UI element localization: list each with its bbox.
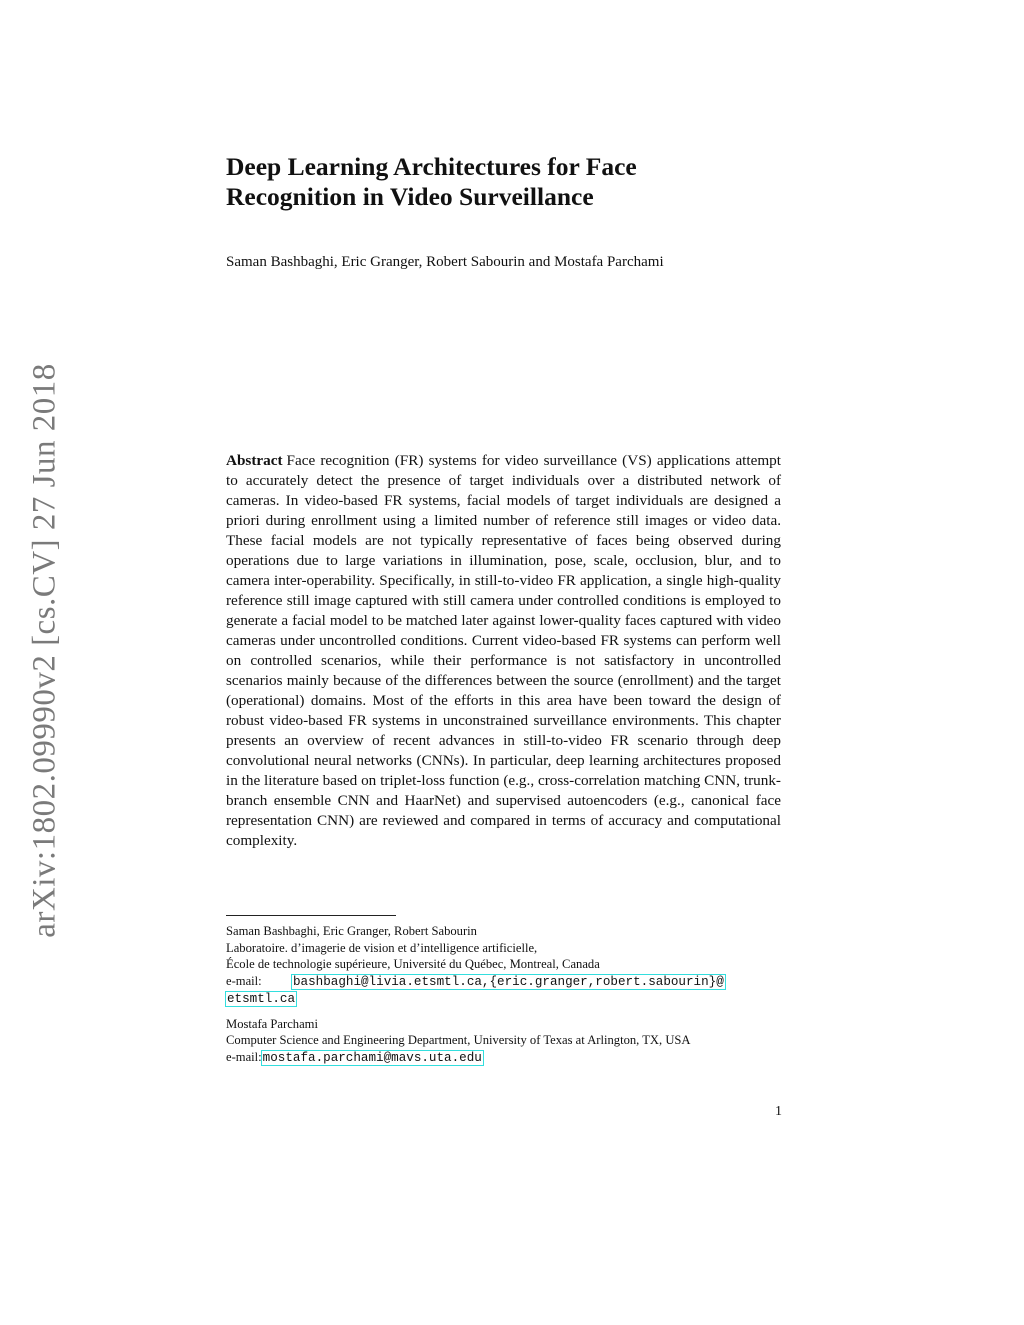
footnote-gap [226,1008,786,1016]
email-link-1-continued[interactable]: etsmtl.ca [227,992,296,1006]
footnote-email-row-2 [226,1049,786,1067]
arxiv-stamp [20,358,70,942]
abstract-text: Face recognition (FR) systems for video surveillance (VS) applications attempt to accurately detect the presence of target individuals over a distributed network of cameras. In video-based FR systems, facial models of target individuals are designed a priori during enrollment using a limited number of reference still images or video data. These facial models are not typically representative of faces being observed during operations due to large variations in illumination, pose, scale, occlusion, blur, and to camera inter-operability. Specifically, in still-to-video FR application, a single high-quality reference still image captured with still camera under controlled conditions is employed to generate a facial model to be matched later against lower-quality faces captured with video cameras under uncontrolled conditions. Current video-based FR systems can perform well on controlled scenarios, while their performance is not satisfactory in uncontrolled scenarios mainly because of the differences between the source (enrollment) and the target (operational) domains. Most of the efforts in this area have been toward the design of robust video-based FR systems in unconstrained surveillance environments. This chapter presents an overview of recent advances in still-to-video FR scenario through deep convolutional neural networks (CNNs). In particular, deep learning architectures proposed in the literature based on triplet-loss function (e.g., cross-correlation matching CNN, trunk-branch ensemble CNN and HaarNet) and supervised autoencoders (e.g., canonical face representation CNN) are reviewed and compared in terms of accuracy and computational complexity. [226,452,781,849]
email-link-1[interactable]: bashbaghi@livia.etsmtl.ca,{eric.granger,robert.sabourin}@ [293,974,724,989]
footnote-affiliation-1a: Laboratoire. d’imagerie de vision et d’intelligence artificielle, [226,940,538,955]
email-label-1: e-mail: [226,973,262,988]
abstract [226,451,781,851]
footnote-name-2: Mostafa Parchami [226,1016,318,1031]
title-line-2: Recognition in Video Surveillance [226,182,594,211]
author-list: Saman Bashbaghi, Eric Granger, Robert Sabourin and Mostafa Parchami [226,254,664,270]
paper-title [226,152,786,212]
footnote-affiliation-2: Computer Science and Engineering Department, University of Texas at Arlington, TX, USA [226,1033,691,1047]
title-line-1: Deep Learning Architectures for Face [226,152,637,181]
page-number: 1 [775,1104,782,1119]
abstract-label: Abstract [226,452,283,469]
footnote-rule [226,915,396,916]
footnotes [226,923,786,1066]
footnote-names-1: Saman Bashbaghi, Eric Granger, Robert Sabourin [226,924,477,938]
arxiv-stamp-text: arXiv:1802.09990v2 [cs.CV] 27 Jun 2018 [26,362,63,938]
email-label-2: e-mail: [226,1049,262,1064]
email-link-2[interactable]: mostafa.parchami@mavs.uta.edu [262,1050,482,1065]
footnote-email-row-1 [226,973,786,991]
footnote-email-row-1b [226,990,786,1008]
footnote-affiliation-1b: École de technologie supérieure, Université du Québec, Montreal, Canada [226,957,600,971]
